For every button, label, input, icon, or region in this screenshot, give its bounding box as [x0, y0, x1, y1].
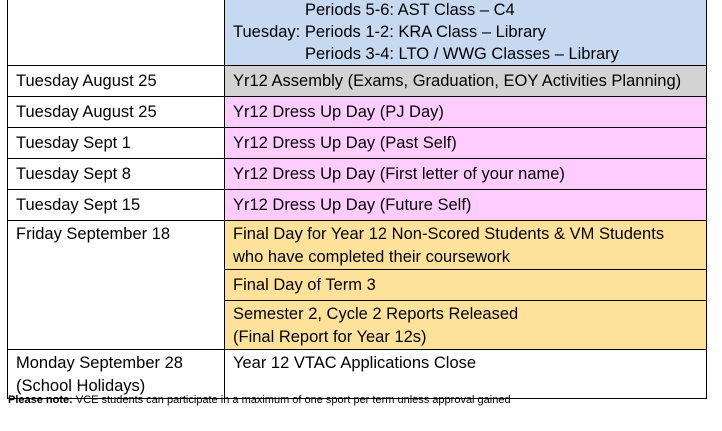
timetable-line: Periods 5-6: AST Class – C4	[305, 1, 515, 19]
schedule-table	[7, 0, 707, 399]
event-cell: Yr12 Assembly (Exams, Graduation, EOY Activities Planning)	[225, 66, 707, 97]
date-cell: Friday September 18	[8, 221, 225, 350]
timetable-line: Periods 3-4: LTO / WWG Classes – Library	[305, 45, 619, 63]
table-row	[8, 97, 707, 128]
table-row	[8, 190, 707, 221]
table-row	[8, 350, 707, 399]
event-cell: Yr12 Dress Up Day (Past Self)	[225, 128, 707, 159]
date-cell: Tuesday Sept 8	[8, 159, 225, 190]
date-cell: Monday September 28 (School Holidays)	[8, 350, 225, 399]
event-cell: Yr12 Dress Up Day (PJ Day)	[225, 97, 707, 128]
table-row	[8, 221, 707, 270]
date-cell: Tuesday Sept 15	[8, 190, 225, 221]
date-cell	[8, 0, 225, 66]
table-row	[8, 0, 707, 66]
date-cell: Tuesday August 25	[8, 97, 225, 128]
event-cell: Final Day of Term 3	[225, 270, 707, 301]
timetable-line: Tuesday: Periods 1-2: KRA Class – Library	[233, 23, 547, 41]
table-row	[8, 128, 707, 159]
table-row	[8, 159, 707, 190]
footnote	[8, 394, 511, 406]
date-cell: Tuesday August 25	[8, 66, 225, 97]
date-cell: Tuesday Sept 1	[8, 128, 225, 159]
event-cell: Semester 2, Cycle 2 Reports Released (Final Report for Year 12s)	[225, 301, 707, 350]
event-cell: Year 12 VTAC Applications Close	[225, 350, 707, 399]
footnote-text: VCE students can participate in a maximum of one sport per term unless approval gained	[72, 394, 511, 406]
event-cell: Yr12 Dress Up Day (First letter of your name)	[225, 159, 707, 190]
table-row	[8, 66, 707, 97]
footnote-label: Please note:	[8, 394, 73, 406]
timetable-cell	[225, 0, 707, 66]
event-cell: Yr12 Dress Up Day (Future Self)	[225, 190, 707, 221]
event-cell: Final Day for Year 12 Non-Scored Students & VM Students who have completed their coursework	[225, 221, 707, 270]
